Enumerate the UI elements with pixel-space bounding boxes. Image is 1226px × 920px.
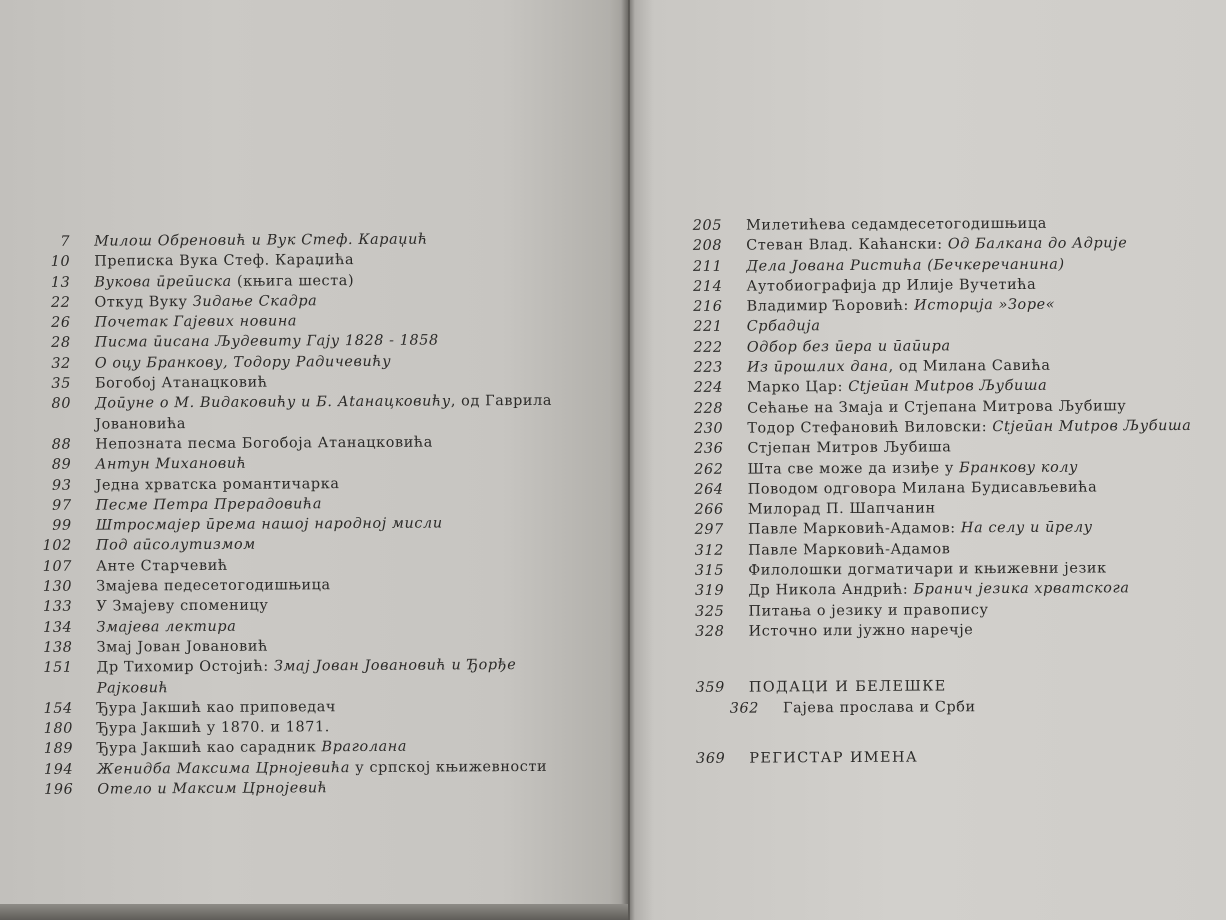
toc-title: [748, 600, 988, 622]
toc-title-part: Стјепан Митров Љубиша: [747, 439, 952, 457]
toc-title-part: Марко Цар:: [747, 379, 849, 396]
toc-page-number: 7: [60, 233, 71, 250]
toc-page-number: 97: [52, 497, 72, 514]
toc-title-italic-part: Почетак Гајевих новина: [94, 313, 298, 331]
toc-title: [94, 271, 354, 293]
toc-page-number: 99: [52, 517, 72, 535]
toc-title-part: Тодор Стефановић Виловски:: [747, 419, 993, 437]
toc-title-part: Богобој Атанацковић: [94, 374, 268, 392]
toc-title-part: Гајева прослава и Срби: [782, 698, 976, 716]
toc-page-number: 362: [729, 700, 760, 717]
toc-title: [748, 620, 973, 642]
toc-title-italic-part: Бранич језика хрватскога: [913, 580, 1130, 598]
toc-title: [95, 474, 339, 496]
toc-page-number: 151: [43, 659, 73, 677]
toc-page-number: 32: [51, 355, 71, 372]
toc-title-part: Змајева педесетогодишњица: [96, 577, 331, 595]
toc-page-number: 133: [42, 599, 73, 616]
toc-title: [97, 737, 407, 759]
toc-title-italic-part: Бранкову колу: [959, 459, 1079, 476]
toc-page-number: 211: [692, 258, 723, 275]
toc-title: [747, 416, 1191, 439]
toc-title-part: ПОДАЦИ И БЕЛЕШКЕ: [748, 678, 947, 696]
toc-page-number: 22: [50, 294, 71, 311]
toc-title-part: Ђура Јакшић као приповедач: [96, 698, 337, 717]
toc-title: [748, 477, 1098, 499]
toc-title: [96, 636, 268, 657]
toc-title: [96, 556, 228, 577]
toc-title: [95, 454, 246, 475]
toc-title: [746, 295, 1055, 317]
toc-title: [748, 518, 1093, 540]
toc-title-part: Једна хрватска романтичарка: [95, 475, 340, 494]
toc-title-part: Павле Марковић-Адамов:: [747, 520, 961, 539]
toc-title-part: Источно или јужно наречје: [748, 622, 974, 640]
toc-title: [747, 356, 1051, 378]
toc-page-number: 138: [43, 639, 73, 656]
toc-title-italic-part: Сtјеūан Миtров Љубиша: [848, 378, 1048, 396]
toc-title-italic-part: Штросмајер ūрема нашој народној мисли: [95, 515, 443, 534]
toc-title: [97, 678, 169, 699]
toc-title: [95, 414, 186, 435]
toc-page-number: 13: [50, 274, 71, 291]
toc-page-number: 189: [43, 741, 74, 758]
toc-title-italic-part: Милош Обреновић и Вук Стеф. Караџић: [94, 231, 428, 250]
toc-title: [95, 352, 391, 374]
toc-page-number: 89: [51, 457, 72, 474]
toc-page-number: 328: [695, 623, 725, 640]
toc-page-number: 180: [43, 720, 74, 738]
toc-page-number: 134: [43, 619, 73, 636]
toc-page-number: 80: [51, 396, 72, 413]
toc-page-number: 359: [695, 679, 725, 697]
toc-title-part: Питања о језику и правопису: [748, 601, 989, 620]
toc-title: [747, 457, 1078, 479]
toc-title: [95, 373, 268, 394]
toc-title: [746, 234, 1127, 257]
toc-page-number: 208: [692, 238, 723, 255]
toc-title: [97, 757, 547, 780]
toc-title-part: (књига шеста): [236, 272, 355, 290]
toc-title-italic-part: Враголана: [321, 739, 408, 756]
toc-title-part: , од Гаврила: [450, 393, 553, 410]
toc-title: [97, 717, 330, 739]
toc-title-part: Аутобиографија др Илије Вучетића: [746, 276, 1037, 295]
toc-page-number: 369: [695, 750, 726, 767]
toc-title-italic-part: Отело и Максим Црнојевић: [97, 780, 328, 798]
toc-page-number: 214: [693, 278, 723, 295]
toc-title-italic-part: Писма ūисана Људевиту Гају 1828 - 1858: [94, 332, 439, 352]
toc-page-number: 266: [694, 501, 724, 519]
toc-title: [746, 214, 1047, 236]
toc-title: [746, 254, 1064, 276]
toc-title-italic-part: Србадија: [746, 318, 821, 336]
toc-title-part: Ђура Јакшић као сарадник: [97, 739, 322, 758]
toc-title: [96, 575, 331, 597]
toc-title-italic-part: Историја »Зоре«: [914, 296, 1056, 314]
book-gutter: [621, 0, 635, 920]
toc-title-part: У Змајеву споменицу: [96, 597, 269, 615]
toc-page-number: 107: [42, 558, 73, 575]
toc-page-number: 216: [693, 298, 723, 316]
toc-title: [749, 677, 947, 699]
toc-title: [96, 535, 256, 556]
toc-title: [749, 747, 918, 768]
toc-title-part: Сећање на Змаја и Стјепана Митрова Љубишу: [747, 397, 1127, 417]
toc-title: [747, 317, 821, 338]
toc-title-part: РЕГИСТАР ИМЕНА: [749, 749, 919, 767]
toc-title-italic-part: Од Балкана до Адрије: [947, 235, 1128, 253]
toc-title-italic-part: Зидање Скадра: [192, 293, 318, 310]
toc-title-part: Др Тихомир Остојић:: [96, 658, 274, 676]
toc-title-part: Стеван Влад. Каћански:: [746, 236, 948, 254]
toc-title-italic-part: Дела Јована Ристића (Бечкеречанина): [746, 256, 1065, 275]
toc-title: [747, 438, 951, 460]
toc-title: [748, 539, 950, 561]
toc-title-italic-part: Антун Михановић: [95, 455, 247, 473]
toc-title-italic-part: Вукова ūреūиска: [94, 273, 238, 291]
toc-page-number: 325: [695, 603, 725, 620]
toc-title-part: , од Милана Савића: [888, 357, 1051, 375]
toc-page-number: 228: [693, 400, 724, 417]
toc-title-italic-part: Песме Петра Прерадовића: [95, 496, 323, 514]
toc-page-number: 205: [692, 217, 723, 234]
toc-page-number: 236: [694, 441, 724, 458]
toc-title-italic-part: Змајева лектира: [96, 618, 237, 636]
toc-title-italic-part: Доūуне о М. Видаковићу и Б. Аtанацковићу: [95, 393, 451, 412]
toc-title: [96, 596, 268, 617]
toc-title-part: Павле Марковић-Адамов: [747, 541, 951, 559]
toc-title-part: Анте Старчевић: [95, 557, 228, 575]
toc-title-italic-part: Женидба Максима Црнојевића: [97, 759, 356, 778]
toc-title: [97, 778, 327, 800]
toc-title: [97, 697, 336, 719]
toc-title-italic-part: О оцу Бранкову, Тодору Радичевићу: [94, 353, 392, 372]
toc-title-part: Непозната песма Богобоја Атанацковића: [95, 434, 433, 453]
toc-title-italic-part: Одбор без ūера и ūаūира: [746, 338, 951, 356]
toc-page-number: 222: [693, 339, 723, 356]
toc-title-italic-part: Из ūрошлих дана: [746, 358, 889, 376]
toc-title: [94, 312, 297, 334]
toc-page-number: 35: [51, 375, 71, 392]
toc-title: [95, 391, 552, 414]
toc-title: [748, 558, 1107, 580]
toc-title-italic-part: На селу и ūрелу: [960, 519, 1093, 537]
toc-title-italic-part: Под аūсолутизмом: [95, 537, 256, 555]
toc-title: [746, 275, 1036, 297]
toc-title-italic-part: Сtјеūан Миtров Љубиша: [992, 417, 1192, 436]
toc-page-number: 262: [694, 461, 724, 478]
toc-title: [94, 291, 317, 313]
toc-page-number: 10: [50, 254, 71, 271]
toc-title-part: Милорад П. Шапчанин: [747, 500, 936, 518]
toc-title: [747, 396, 1126, 419]
toc-page-number: 154: [43, 700, 73, 717]
toc-title-part: Откуд Вуку: [94, 293, 193, 311]
toc-title-italic-part: Змај Јован Јовановић и Ђорђе: [273, 657, 517, 675]
page-bottom-edge: [0, 904, 628, 920]
toc-page-number: 93: [51, 477, 72, 494]
toc-title-part: Ђура Јакшић у 1870. и 1871.: [96, 719, 330, 737]
toc-title-part: Змај Јован Јовановић: [96, 638, 268, 656]
toc-title: [97, 655, 517, 678]
toc-title: [748, 579, 1129, 602]
toc-title: [94, 230, 428, 252]
toc-title-part: Филолошки догматичари и књижевни језик: [748, 560, 1107, 579]
toc-title-part: Шта све може да изиђе у: [747, 459, 960, 478]
toc-page-number: 102: [42, 538, 72, 555]
toc-title: [747, 376, 1047, 398]
toc-page-number: 312: [694, 542, 725, 559]
toc-title: [95, 331, 439, 353]
toc-page-number: 28: [51, 335, 71, 352]
toc-title-italic-part: Рајковић: [96, 679, 169, 697]
toc-page-number: 315: [694, 562, 725, 579]
toc-page-number: 223: [693, 359, 723, 377]
toc-page-number: 196: [44, 781, 74, 798]
toc-title-part: Др Никола Андрић:: [748, 581, 914, 599]
toc-title: [783, 697, 976, 718]
toc-title: [96, 616, 236, 637]
toc-page-number: 297: [694, 522, 724, 539]
toc-title-part: Преписка Вука Стеф. Караџића: [94, 252, 355, 270]
toc-title-part: у српској књижевности: [355, 758, 548, 776]
toc-title: [95, 433, 433, 455]
toc-page-number: 194: [43, 761, 74, 778]
toc-title: [96, 494, 322, 516]
toc-page-number: 264: [694, 481, 724, 498]
toc-title: [94, 250, 354, 272]
toc-title: [747, 336, 951, 358]
toc-title: [748, 499, 936, 520]
toc-title: [96, 514, 443, 536]
toc-title-part: Владимир Ћоровић:: [746, 297, 915, 315]
toc-page-number: 26: [50, 314, 71, 332]
toc-page-number: 230: [693, 420, 724, 437]
toc-page-number: 88: [51, 436, 72, 453]
toc-page-number: 319: [694, 583, 725, 600]
toc-title-part: Јовановића: [95, 415, 187, 433]
toc-title-part: Поводом одговора Милана Будисављевића: [747, 479, 1098, 498]
toc-page-number: 130: [42, 578, 73, 595]
toc-page-number: 221: [693, 319, 723, 336]
toc-page-number: 224: [693, 380, 724, 397]
toc-title-part: Милетићева седамдесетогодишњица: [746, 215, 1047, 234]
